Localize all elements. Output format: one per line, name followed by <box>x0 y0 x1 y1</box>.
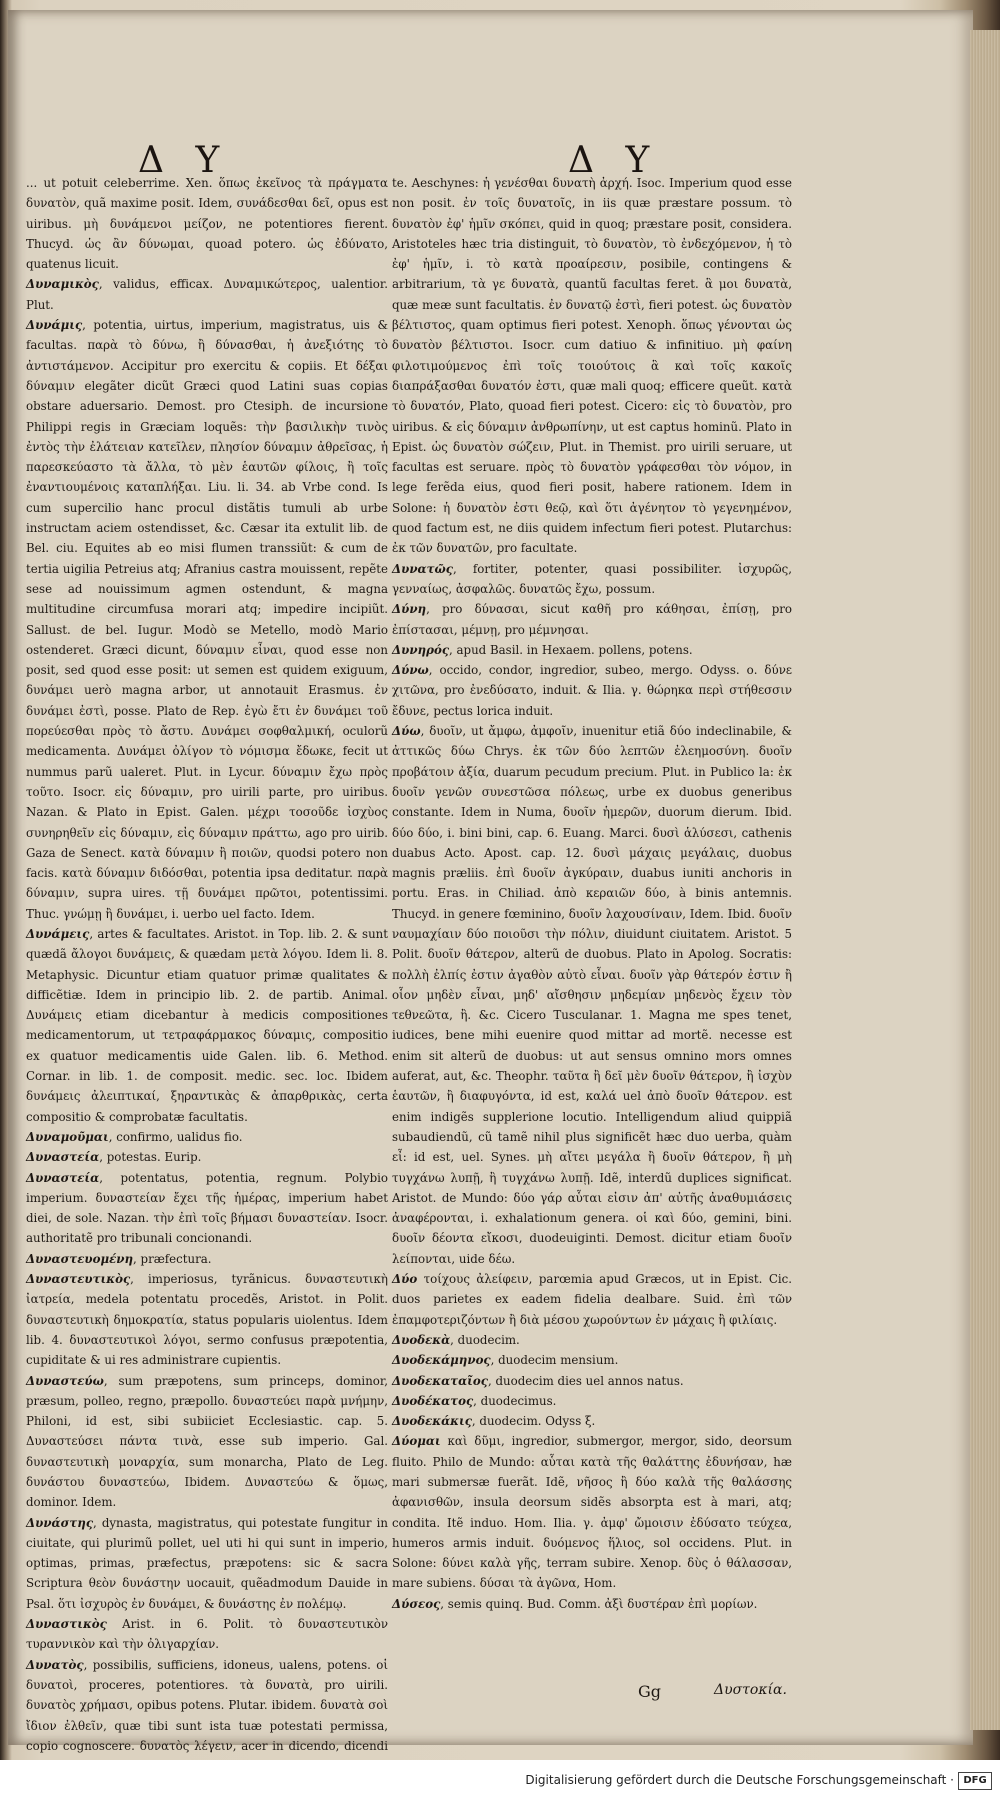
left-column <box>26 173 388 1776</box>
entry-headword: Δυναμικὸς <box>26 277 99 292</box>
entry-headword: Δυνηρός <box>392 642 449 657</box>
entry-text: , sum præpotens, sum princeps, dominor, præsum, polleo, regno, præpollo. δυναστεύει παρὰ μνήμην, Philoni, id est, sibi subiiciet Ecclesiastic. cap. 5. Δυναστεύσει πάντα τινὰ, esse sub imperio. Gal. δυναστευτικὴ μοναρχία, sum monarcha, Plato de Leg. δυνάστου δυναστεύω, Ibidem. Δυναστεύω & ὅμως, dominor. Idem. <box>26 1373 388 1510</box>
dictionary-entry <box>26 1371 388 1513</box>
entry-text: , duodecim mensium. <box>490 1353 619 1368</box>
dictionary-entry <box>392 1269 792 1330</box>
dictionary-entry <box>392 173 792 559</box>
entry-text: , semis quinq. Bud. Comm. ἀξὶ δυστέραν ἐπὶ μορίων. <box>440 1596 758 1611</box>
dictionary-entry <box>392 1350 792 1370</box>
entry-text: , confirmo, ualidus fio. <box>108 1129 243 1144</box>
entry-headword: Δύω <box>392 724 421 739</box>
dictionary-entry <box>26 1614 388 1655</box>
entry-headword: Δυνάμις <box>26 318 83 333</box>
entry-text: , validus, efficax. Δυναμικώτερος, ualentior. Plut. <box>26 277 388 312</box>
entry-headword: Δυναστευομένη <box>26 1251 134 1266</box>
entry-headword: Δυναστευτικὸς <box>26 1272 131 1287</box>
dictionary-entry <box>392 640 792 660</box>
dictionary-entry <box>392 1391 792 1411</box>
entry-headword: Δύνη <box>392 602 427 617</box>
entry-headword: Δυναστεία <box>26 1150 100 1165</box>
running-head-right: Δ Υ <box>568 140 660 181</box>
dictionary-entry <box>392 660 792 721</box>
running-head-left: Δ Υ <box>138 140 230 181</box>
entry-headword: Δύο <box>392 1272 418 1287</box>
dictionary-entry <box>26 1513 388 1614</box>
entry-headword: Δύνω <box>392 663 429 678</box>
entry-text: , duodecim. <box>450 1332 520 1347</box>
entry-text: , dynasta, magistratus, qui potestate fungitur in ciuitate, qui plurimũ pollet, uel uti hi qui sunt in imperio, optimas, primas, præfectus, præpotens: sic & sacra Scriptura θεὸν δυνάστην uocauit, quẽadmodum Dauide in Psal. ὅτι ἰσχυρὸς ἐν δυνάμει, & δυνάστης ἐν πολέμῳ. <box>26 1515 388 1611</box>
entry-headword: Δυναστεύω <box>26 1373 104 1388</box>
entry-headword: Δυνάμεις <box>26 926 90 941</box>
entry-text: , apud Basil. in Hexaem. pollens, potens. <box>449 642 693 657</box>
entry-headword: Δυοδεκὰ <box>392 1332 451 1347</box>
entry-text: , potentatus, potentia, regnum. Polybio imperium. δυναστείαν ἔχει τῆς ἡμέρας, imperium habet diei, de sole. Nazan. τὴν ἐπὶ τοῖς βήμασι δυναστείαν. Isocr. authoritatẽ pro tribunali concionandi. <box>26 1170 388 1246</box>
dictionary-entry <box>26 173 388 274</box>
dictionary-entry <box>26 1168 388 1249</box>
entry-text: , duodecim dies uel annos natus. <box>487 1373 684 1388</box>
dictionary-entry <box>26 274 388 315</box>
entry-text: te. Aeschynes: ἡ γενέσθαι δυνατὴ ἀρχή. Isoc. Imperium quod esse non posit. ἐν τοῖς δυνατοῖς, in iis quæ præstare possum. τὸ δυνατὸν ἐφ' ἡμῖν σκόπει, quid in quoq; præstare posit, considera. Aristoteles hæc tria distinguit, τὸ δυνατὸν, τὸ ἐνδεχόμενον, ἡ τὸ ἐφ' ἡμῖν, i. τὸ κατὰ προαίρεσιν, posibile, contingens & arbitrarium, τὰ γε δυνατὰ, quantũ facultas feret. ἃ μοι δυνατὰ, quæ meæ sunt facultatis. ἐν δυνατῷ ἐστὶ, fieri potest. ὡς δυνατὸν βέλτιστος, quam optimus fieri potest. Xenoph. ὅπως γένονται ὡς δυνατὸν βέλτιστοι. Isocr. cum datiuo & infinitiuo. μὴ φαίνη φιλοτιμούμενος ἐπὶ τοῖς τοιούτοις ἃ καὶ τοῖς κακοῖς διαπράξασθαι δυνατόν ἐστι, quæ mali quoq; efficere queũt. κατὰ τὸ δυνατόν, Plato, quoad fieri potest. Cicero: εἰς τὸ δυνατὸν, pro uiribus. & εἰς δύναμιν ἀνθρωπίνην, ut est captus hominũ. Plato in Epist. ὡς δυνατὸν σώζειν, Plut. in Themist. pro uirili seruare, ut facultas est seruare. πρὸς τὸ δυνατὸν γράφεσθαι τὸν νόμον, in lege ferẽda eius, quod fieri posit, habere rationem. Idem in Solone: ἡ δυνατὸν ἐστι θεῷ, καὶ ὅτι ἀγένητον τὸ γεγενημένον, quod factum est, ne diis quidem infectum fieri potest. Plutarchus: ἐκ τῶν δυνατῶν, pro facultate. <box>392 176 792 556</box>
signature-mark: Gg <box>638 1682 662 1701</box>
dictionary-entry <box>26 1655 388 1777</box>
dictionary-page <box>8 10 973 1753</box>
catchword: Δυστοκία. <box>714 1682 787 1698</box>
entry-text: ... ut potuit celeberrime. Xen. ὅπως ἐκεῖνος τὰ πράγματα δυνατὸν, quã maxime posit. Idem, συνάδεσθαι δεῖ, opus est uiribus. μὴ δυνάμενοι μείζον, ne potentiores fierent. Thucyd. ὡς ἂν δύνωμαι, quoad potero. ὡς ἐδύνατο, quatenus licuit. <box>26 176 388 272</box>
entry-text: , imperiosus, tyrãnicus. δυναστευτικὴ ἰατρεία, medela potentatu procedẽs, Aristot. in Polit. δυναστευτικὴ δημοκρατία, status popularis uiolentus. Idem lib. 4. δυναστευτικοὶ λόγοι, sermo confusus præpotentia, cupiditate & ui res administrare cupientis. <box>26 1272 388 1368</box>
entry-headword: Δύσεος <box>392 1596 441 1611</box>
entry-headword: Δυναμοῦμαι <box>26 1129 109 1144</box>
dictionary-entry <box>26 315 388 924</box>
dictionary-entry <box>392 559 792 600</box>
dictionary-entry <box>26 1127 388 1147</box>
right-column <box>392 173 792 1614</box>
dictionary-entry <box>26 1269 388 1370</box>
entry-text: , præfectura. <box>133 1251 212 1266</box>
entry-headword: Δυναστικὸς <box>26 1617 107 1632</box>
dictionary-entry <box>392 599 792 640</box>
entry-text: , potentia, uirtus, imperium, magistratus, uis & facultas. παρὰ τὸ δύνω, ἢ δύνασθαι, ἡ ἀνεξιότης τὸ ἀντιστάμενον. Accipitur pro exercitu & copiis. Et δέξαι δύναμιν elegãter dicũt Græci quod Latini suas copias obstare aduersario. Demost. pro Ctesiph. de incursione Philippi regis in Græciam loquẽs: τὴν βασιλικὴν τινὸς ἐντὸς τὴν ἐλάτειαν κατεῖλεν, πλησίον δύναμιν ἀθρεῖσας, ἡ παρεσκεύαστο τὰ ἄλλα, τὸ μὲν ἑαυτῶν φίλοις, ἢ τοῖς ἐναντιουμένοις καταπλήξαι. Liu. li. 34. ab Vrbe cond. Is cum supercilio hanc procul distãtis tumuli ab urbe instructam aciem ostendisset, &c. Cæsar ita extulit lib. de Bel. ciu. Equites ab eo misi flumen transsiũt: & cum de tertia uigilia Petreius atq; Afranius castra mouissent, repẽte sese ad nouissimum agmen ostendunt, & magna multitudine circumfusa morari atq; impedire incipiũt. Sallust. de bel. Iugur. Modò se Metello, modò Mario ostenderet. Græci dicunt, δύναμιν εἶναι, quod esse non posit, sed quod esse posit: ut semen est quidem exiguum, δυνάμει uerò magna arbor, ut annotauit Erasmus. ἐν δυνάμει ἐστὶ, posse. Plato de Rep. ἐγὼ ἔτι ἐν δυνάμει τοῦ πορεύεσθαι πρὸς τὸ ἄστυ. Δυνάμει σοφθαλμική, oculorũ medicamenta. Δυνάμει ὀλίγον τὸ νόμισμα ἔδωκε, fecit ut nummus parũ ualeret. Plut. in Lycur. δύναμιν ἔχω πρὸς τοῦτο. Isocr. εἰς δύναμιν, pro uirili parte, pro uiribus. Nazan. & Plato in Epist. Galen. μέχρι τοσοῦδε ἰσχὺος συνηρηθεῖν εἰς δύναμιν, εἰς δύναμιν πράττω, ago pro uirib. Gaza de Senect. κατὰ δύναμιν ἢ ποιῶν, quodsi potero non facis. κατὰ δύναμιν διδόσθαι, potentia ipsa deditatur. παρὰ δύναμιν, supra uires. τῇ δυνάμει πρῶτοι, potentissimi. Thuc. γνώμῃ ἢ δυνάμει, i. uerbo uel facto. Idem. <box>26 318 388 921</box>
entry-text: , possibilis, sufficiens, idoneus, ualens, potens. οἱ δυνατοὶ, proceres, potentiores. τὰ δυνατὰ, pro uirili. δυνατὸς χρήμασι, opibus potens. Plutar. ibidem. δυνατὰ σοὶ ἴδιον ἐλθεῖν, quæ tibi sunt ista tuæ potestati permissa, copio cognoscere. δυνατὸς λέγειν, acer in dicendo, dicendi <box>26 1657 388 1753</box>
dictionary-entry <box>26 1147 388 1167</box>
entry-text: καὶ δῦμι, ingredior, submergor, mergor, sido, deorsum fluito. Philo de Mundo: αὗται κατὰ τῆς θαλάττης ἐδυνήσαν, hæ mari submersæ fuerãt. Idẽ, νῆσος ἢ δύο καλὰ τῆς θαλάσσης ἀφανισθῶν, insula deorsum sidẽs absorpta est à mari, atq; condita. Itẽ induo. Hom. Ilia. γ. ἀμφ' ὤμοισιν ἐδύσατο τεύχεα, humeros armis induit. δυόμενος ἥλιος, sol occidens. Plut. in Solone: δύνει καλὰ γῆς, terram subire. Xenop. δὺς ὁ θάλασσαν, mare subiens. δύσαι τὰ ἀγῶνα, Hom. <box>392 1434 792 1591</box>
dictionary-entry <box>392 1330 792 1350</box>
entry-text: , duodecim. Odyss ξ. <box>471 1414 596 1429</box>
dictionary-entry <box>26 1249 388 1269</box>
entry-text: , potestas. Eurip. <box>99 1150 202 1165</box>
entry-headword: Δυνατῶς <box>392 561 453 576</box>
entry-headword: Δυοδεκάκις <box>392 1414 472 1429</box>
dictionary-entry <box>392 721 792 1269</box>
digitization-credit: Digitalisierung gefördert durch die Deutsche Forschungsgemeinschaft · <box>525 1773 954 1787</box>
entry-text: τοίχους ἀλείφειν, parœmia apud Græcos, ut in Epist. Cic. duos parietes ex eadem fidelia dealbare. Suid. ἐπὶ τῶν ἐπαμφοτεριζόντων ἢ διὰ μέσου χωρούντων ἐν μάχαις ἢ φιλίαις. <box>392 1272 792 1327</box>
dictionary-entry <box>392 1371 792 1391</box>
entry-text: Arist. in 6. Polit. τὸ δυναστευτικὸν τυραννικὸν καὶ τὴν ὀλιγαρχίαν. <box>26 1617 388 1652</box>
dictionary-entry <box>392 1594 792 1614</box>
entry-text: , δυοῖν, ut ἄμφω, ἀμφοῖν, inuenitur etiã δύο indeclinabile, & ἀττικῶς δύω Chrys. ἐκ τῶν δύο λεπτῶν ἐλεημοσύνη. δυοῖν προβάτοιν ἀξία, duarum pecudum precium. Plut. in Publico la: ἐκ δυοῖν γενῶν συνεστῶσα πόλεως, urbe ex duobus generibus constante. Idem in Numa, δυοῖν ἡμερῶν, duorum dierum. Ibid. δύο δύο, i. bini bini, cap. 6. Euang. Marci. δυσὶ ἁλύσεσι, cathenis duabus Acto. Apost. cap. 12. δυσὶ μάχαις μεγάλαις, duobus magnis præliis. ἐπὶ δυοῖν ἀγκύραιν, duabus iuniti anchoris in portu. Eras. in Chiliad. ἀπὸ κεραιῶν δύο, à binis antemnis. Thucyd. in genere fœminino, δυοῖν λαχουσίναιν, Idem. Ibid. δυοῖν ναυμαχίαιν δύο ποιοῦσι τὴν πόλιν, diuidunt ciuitatem. Aristot. 5 Polit. δυοῖν θάτερον, alterũ de duobus. Plato in Apolog. Socratis: πολλὴ ἐλπίς ἐστιν ἀγαθὸν αὐτὸ εἶναι. δυοῖν γὰρ θάτερόν ἐστιν ἢ οἷον μηδὲν εἶναι, μηδ' αἴσθησιν μηδεμίαν μηδενὸς ἔχειν τὸν τεθνεῶτα, ἢ. &c. Cicero Tusculanar. 1. Magna me spes tenet, iudices, bene mihi euenire quod mittar ad mortẽ. necesse est enim sit alterũ de duobus: ut aut sensus omnino mors omnes auferat, aut, &c. Theophr. ταῦτα ἢ δεῖ μὲν δυοῖν θάτερον, ἢ ἰσχὺν ἑαυτῶν, ἢ διαφυγόντα, id est, καλά uel ἀπὸ δυοῖν θάτερον. est enim indigẽs supplerione locutio. Intelligendum aliud quippiã subaudiendũ, cũ tamẽ nihil plus significẽt hæc duo uerba, quàm εἶ: id est, uel. Synes. μὴ αἴτει μεγάλα ἢ δυοῖν θάτερον, ἢ μὴ τυγχάνω λυπῇ, ἢ τυγχάνω λυπῇ. Idẽ, interdũ duplices significat. Aristot. de Mundo: δύο γάρ αὗται εἰσιν ἀπ' αὐτῆς ἀναθυμιάσεις ἀναφέρονται, i. exhalationum genera. οἱ καὶ δύο, gemini, bini. δυοῖν δέοντα εἴκοσι, duodeuiginti. Demost. dicitur etiam δυοῖν λείπονται, uide δέω. <box>392 724 792 1266</box>
entry-headword: Δύομαι <box>392 1434 441 1449</box>
dictionary-entry <box>392 1411 792 1431</box>
page-edges <box>970 30 1000 1730</box>
entry-text: , occido, condor, ingredior, subeo, mergo. Odyss. ο. δύνε χιτῶνα, pro ἐνεδύσατο, induit. & Ilia. γ. θώρηκα περὶ στήθεσσιν ἔδυνε, pectus lorica induit. <box>392 663 792 718</box>
entry-headword: Δυοδεκάμηνος <box>392 1353 491 1368</box>
entry-headword: Δυοδεκαταῖος <box>392 1373 488 1388</box>
entry-text: , pro δύνασαι, sicut καθῆ pro κάθησαι, ἐπίσῃ, pro ἐπίστασαι, μέμνῃ, pro μέμνησαι. <box>392 602 792 637</box>
dfg-logo: DFG <box>958 1772 992 1790</box>
dictionary-entry <box>26 924 388 1127</box>
entry-text: , artes & facultates. Aristot. in Top. lib. 2. & sunt quædã ἄλογοι δυνάμεις, & quædam μετὰ λόγου. Idem li. 8. Metaphysic. Dicuntur etiam quatuor primæ qualitates & difficẽtiæ. Idem in principio lib. 2. de partib. Animal. Δυνάμεις etiam dicebantur à medicis compositiones medicamentorum, ut τετραφάρμακος δύναμις, compositio ex quatuor medicamentis uide Galen. lib. 6. Method. Cornar. in lib. 1. de composit. medic. sec. loc. Ibidem δυνάμεις ἀλειπτικαί, ξηραντικὰς & ἀπαρθρικὰς, certa compositio & comprobatæ facultatis. <box>26 926 388 1124</box>
entry-headword: Δυναστεία <box>26 1170 100 1185</box>
entry-headword: Δυνάστης <box>26 1515 93 1530</box>
entry-headword: Δυοδέκατος <box>392 1393 474 1408</box>
entry-headword: Δυνατὸς <box>26 1657 84 1672</box>
entry-text: , fortiter, potenter, quasi possibiliter. ἰσχυρῶς, γενναίως, ἀσφαλῶς. δυνατῶς ἔχω, possum. <box>392 561 792 596</box>
entry-text: , duodecimus. <box>473 1393 557 1408</box>
dictionary-entry <box>392 1431 792 1593</box>
